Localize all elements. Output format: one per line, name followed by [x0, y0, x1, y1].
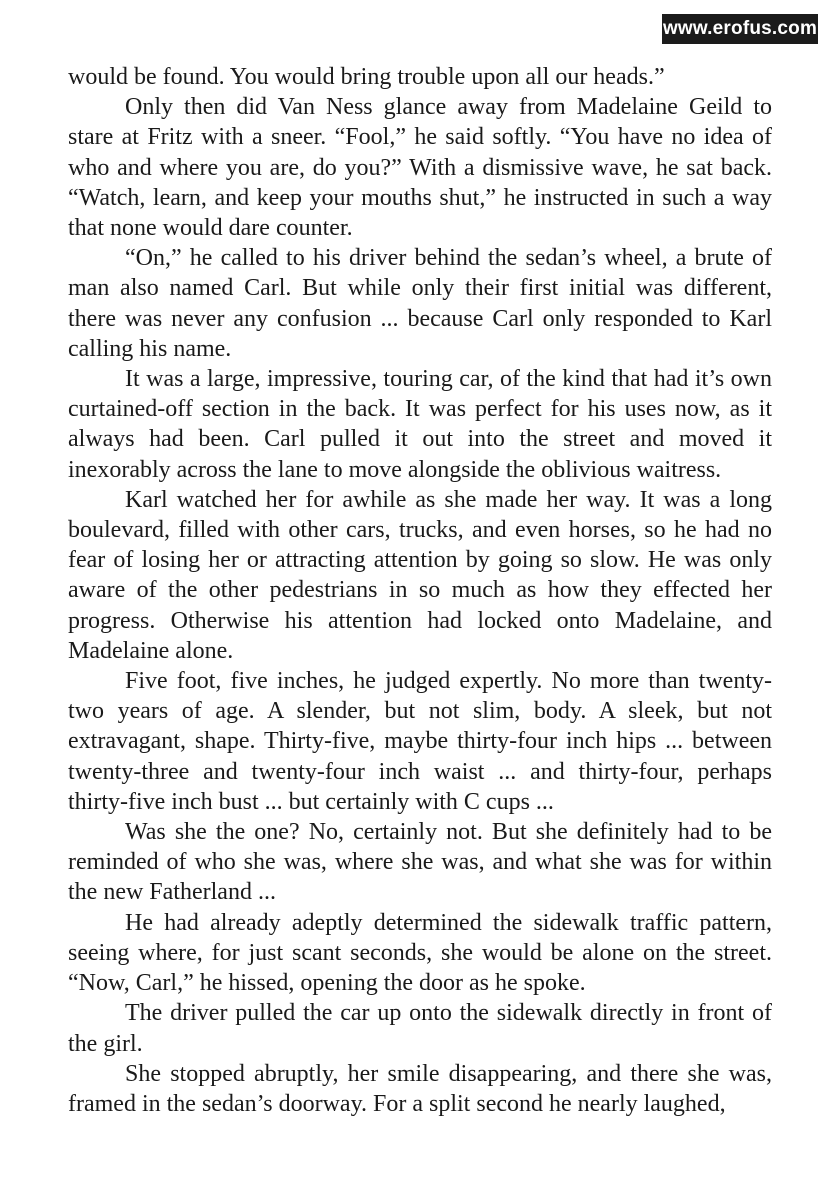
paragraph-8: He had already adeptly determined the sidewalk traffic pattern, seeing where, for just scant seconds, she would be alone on the street. “Now, Carl,” he hissed, opening the door as he spoke.: [68, 909, 772, 997]
site-watermark: www.erofus.com: [662, 14, 818, 44]
paragraph-7: Was she the one? No, certainly not. But she definitely had to be reminded of who she was, where she was, and what she was for within the new Fatherland ...: [68, 819, 772, 906]
paragraph-5: Karl watched her for awhile as she made her way. It was a long boulevard, filled with other cars, trucks, and even horses, so he had no fear of losing her or attracting attention by going so slow. He was only aware of the other pedestrians in so much as how they effected her progress. Otherwise his attention had locked onto Madelaine, and Madelaine alone.: [68, 486, 772, 664]
page-body: [68, 62, 772, 1119]
paragraph-4: It was a large, impressive, touring car, of the kind that had it’s own curtained-off section in the back. It was perfect for his uses now, as it always had been. Carl pulled it out into the street and moved it inexorably across the lane to move alongside the oblivious waitress.: [68, 366, 772, 483]
paragraph-9: The driver pulled the car up onto the sidewalk directly in front of the girl.: [68, 1000, 772, 1057]
paragraph-1: would be found. You would bring trouble upon all our heads.”: [68, 64, 665, 90]
paragraph-10: She stopped abruptly, her smile disappearing, and there she was, framed in the sedan’s doorway. For a split second he nearly laughed,: [68, 1060, 772, 1117]
paragraph-2: Only then did Van Ness glance away from Madelaine Geild to stare at Fritz with a sneer. “Fool,” he said softly. “You have no idea of who and where you are, do you?” With a dismissive wave, he sat back. “Watch, learn, and keep your mouths shut,” he instructed in such a way that none would dare counter.: [68, 94, 772, 242]
paragraph-3: “On,” he called to his driver behind the sedan’s wheel, a brute of man also named Carl. But while only their first initial was different, there was never any confusion ... because Carl only responded to Karl calling his name.: [68, 245, 772, 362]
paragraph-6: Five foot, five inches, he judged expertly. No more than twenty-two years of age. A slender, but not slim, body. A sleek, but not extravagant, shape. Thirty-five, maybe thirty-four inch hips ... between twenty-three and twenty-four inch waist ... and thirty-four, perhaps thirty-five inch bust ... but certainly with C cups ...: [68, 668, 772, 815]
